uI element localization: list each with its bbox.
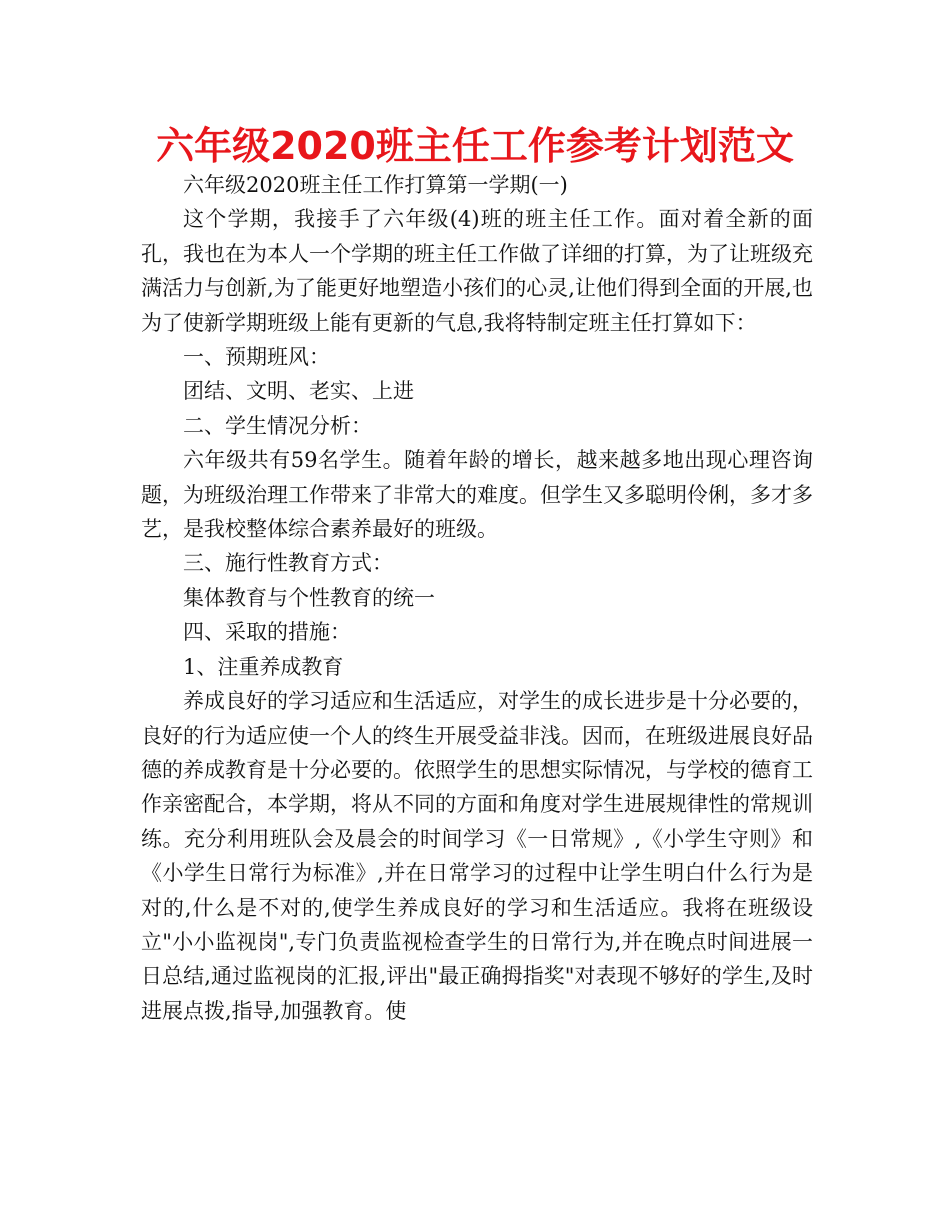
paragraph-subtitle: 六年级2020班主任工作打算第一学期(一) <box>183 173 568 197</box>
document-body <box>141 168 813 1028</box>
paragraph-education-method: 集体教育与个性教育的统一 <box>183 585 435 610</box>
heading-education-method: 三、施行性教育方式： <box>183 551 393 576</box>
heading-measures: 四、采取的措施： <box>183 620 351 645</box>
paragraph-class-style: 团结、文明、老实、上进 <box>183 379 414 404</box>
heading-class-style: 一、预期班风： <box>183 345 330 370</box>
paragraph-student-analysis: 六年级共有59名学生。随着年龄的增长，越来越多地出现心理咨询题，为班级治理工作带来了非常大的难度。但学生又多聪明伶俐，多才多艺，是我校整体综合素养最好的班级。 <box>141 448 813 542</box>
heading-student-analysis: 二、学生情况分析： <box>183 413 372 438</box>
paragraph-habit-education: 养成良好的学习适应和生活适应，对学生的成长进步是十分必要的，良好的行为适应使一个人的终生开展受益非浅。因而，在班级进展良好品德的养成教育是十分必要的。依照学生的思想实际情况，与学校的德育工作亲密配合，本学期，将从不同的方面和角度对学生进展规律性的常规训练。充分利用班队会及晨会的时间学习《一日常规》,《小学生守则》和《小学生日常行为标准》,并在日常学习的过程中让学生明白什么行为是对的,什么是不对的,使学生养成良好的学习和生活适应。我将在班级设立"小小监视岗",专门负责监视检查学生的日常行为,并在晚点时间进展一日总结,通过监视岗的汇报,评出"最正确拇指奖"对表现不够好的学生,及时进展点拨,指导,加强教育。使 <box>141 689 813 1023</box>
paragraph-intro: 这个学期，我接手了六年级(4)班的班主任工作。面对着全新的面孔，我也在为本人一个学期的班主任工作做了详细的打算，为了让班级充满活力与创新,为了能更好地塑造小孩们的心灵,让他们得到全面的开展,也为了使新学期班级上能有更新的气息,我将特制定班主任打算如下： <box>141 207 813 335</box>
document-title: 六年级2020班主任工作参考计划范文 <box>156 124 794 168</box>
heading-habit-education: 1、注重养成教育 <box>183 654 344 679</box>
